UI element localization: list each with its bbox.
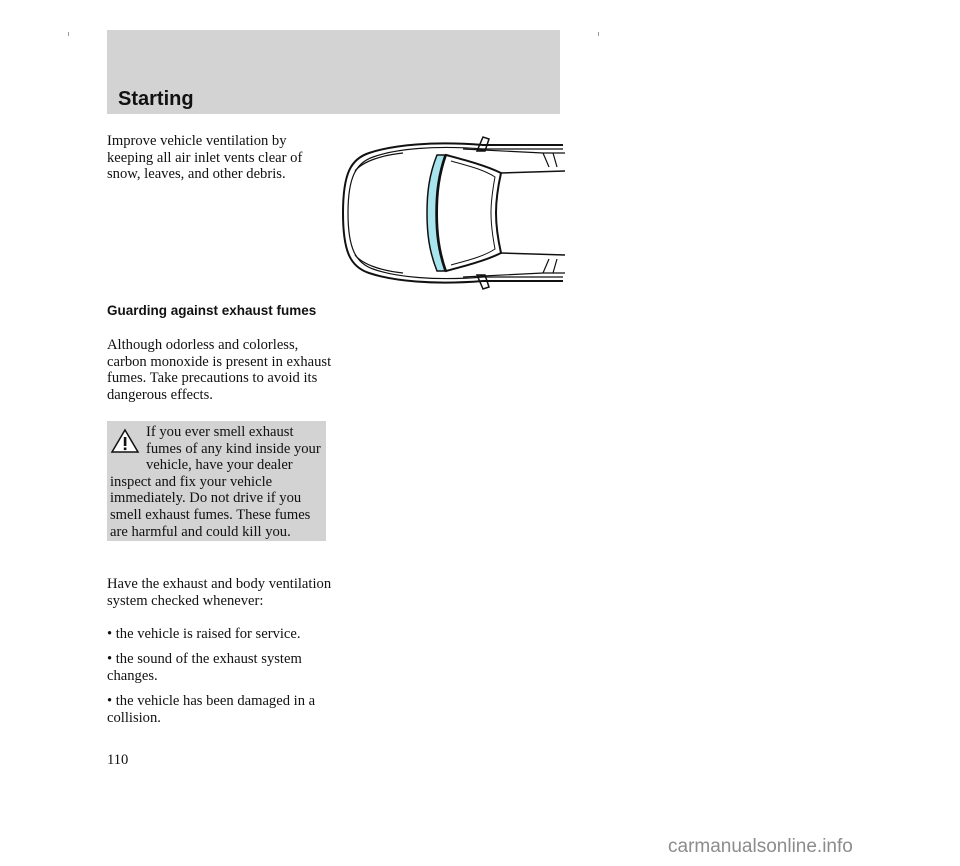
list-item: • the sound of the exhaust system changes. [107,651,302,684]
crop-mark [598,32,599,36]
ventilation-paragraph: Improve vehicle ventilation by keeping all air inlet vents clear of snow, leaves, and other debris. [107,133,303,183]
page-number: 110 [107,752,129,768]
section-heading: Guarding against exhaust fumes [107,303,317,318]
page-title: Starting [118,88,194,110]
crop-mark [68,32,69,36]
watermark: carmanualsonline.info [668,836,853,857]
list-item: • the vehicle has been damaged in a collision. [107,693,316,726]
list-item: • the vehicle is raised for service. [107,626,301,642]
car-top-view-illustration [333,131,565,296]
carbon-monoxide-paragraph: Although odorless and colorless, carbon monoxide is present in exhaust fumes. Take precautions to avoid its dangerous effects. [107,337,332,403]
check-intro-paragraph: Have the exhaust and body ventilation system checked whenever: [107,576,332,609]
warning-text: If you ever smell exhaust fumes of any kind inside your vehicle, have your dealer inspect and fix your vehicle immediately. Do not drive if you smell exhaust fumes. These fumes are harmful and could kill you. [110,424,321,540]
